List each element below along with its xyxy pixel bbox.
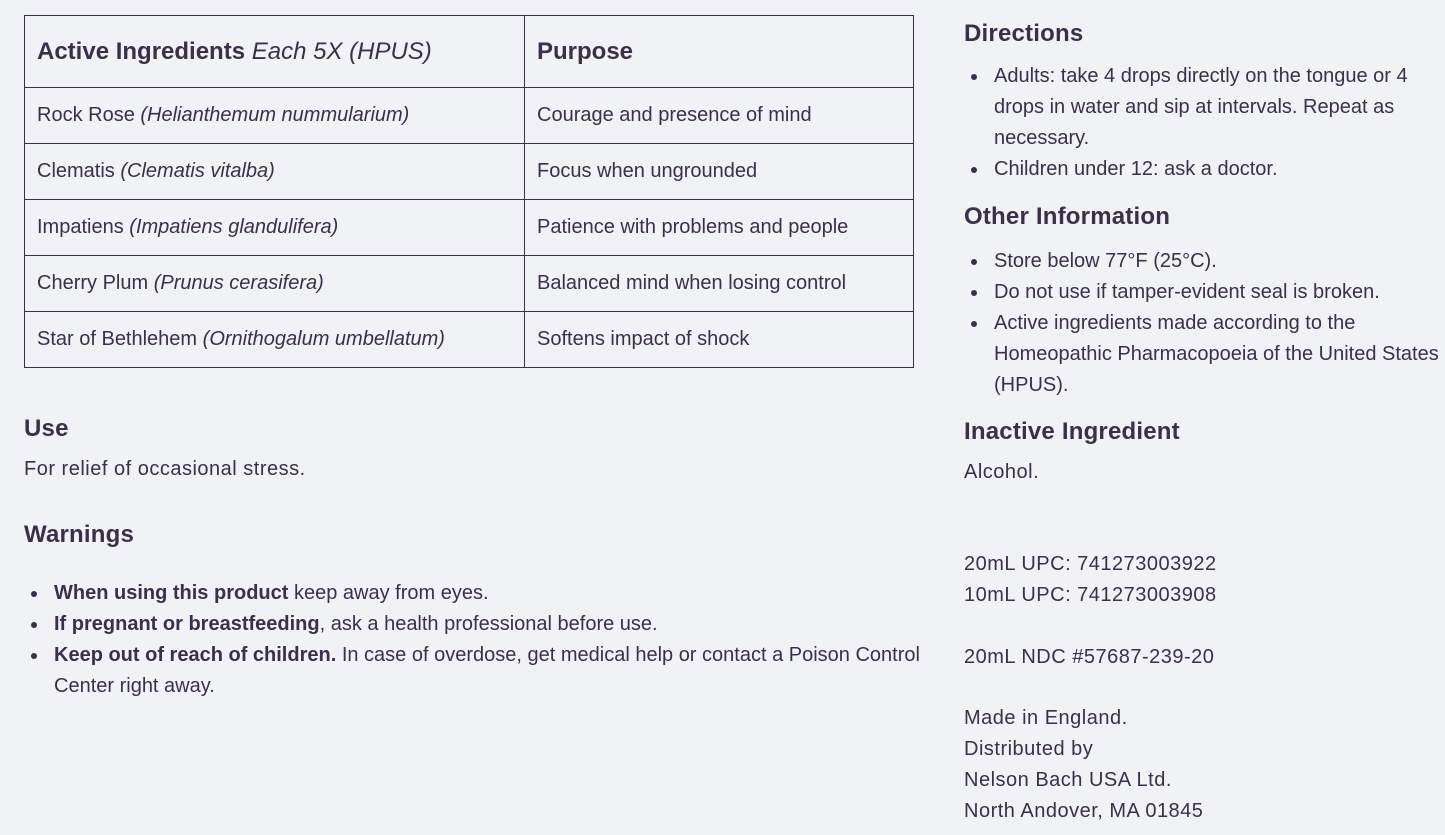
list-item: Active ingredients made according to the Homeopathic Pharmacopoeia of the United States (HPUS). (994, 308, 1444, 401)
company-name: Nelson Bach USA Ltd. (964, 769, 1172, 791)
warnings-heading: Warnings (24, 521, 135, 548)
purpose-cell: Focus when ungrounded (525, 144, 914, 200)
list-item: Do not use if tamper-evident seal is broken. (994, 277, 1444, 308)
list-item: Adults: take 4 drops directly on the tongue or 4 drops in water and sip at intervals. Repeat as necessary. (994, 61, 1444, 154)
upc-20ml: 20mL UPC: 741273003922 (964, 553, 1217, 575)
list-item: Keep out of reach of children. In case of overdose, get medical help or contact a Poison Control Center right away. (54, 640, 934, 702)
ingredient-cell: Star of Bethlehem (Ornithogalum umbellatum) (25, 312, 525, 368)
table-row (25, 200, 914, 256)
purpose-cell: Balanced mind when losing control (525, 256, 914, 312)
warnings-list (24, 578, 934, 702)
purpose-cell: Courage and presence of mind (525, 88, 914, 144)
latin-name: (Prunus cerasifera) (153, 272, 324, 294)
other-information-list (964, 246, 1444, 401)
table-row (25, 144, 914, 200)
potency-note: Each 5X (HPUS) (251, 37, 432, 65)
left-column (24, 15, 920, 697)
list-item: Store below 77°F (25°C). (994, 246, 1444, 277)
inactive-ingredient-heading: Inactive Ingredient (964, 418, 1180, 445)
table-row (25, 256, 914, 312)
made-in: Made in England. (964, 707, 1128, 729)
ndc-20ml: 20mL NDC #57687-239-20 (964, 646, 1215, 668)
active-ingredients-table (24, 15, 914, 368)
directions-heading: Directions (964, 20, 1084, 47)
company-address: North Andover, MA 01845 (964, 800, 1204, 822)
table-row (25, 88, 914, 144)
latin-name: (Impatiens glandulifera) (129, 216, 339, 238)
distributed-by: Distributed by (964, 738, 1094, 760)
upc-10ml: 10mL UPC: 741273003908 (964, 584, 1217, 606)
purpose-cell: Softens impact of shock (525, 312, 914, 368)
list-item: Children under 12: ask a doctor. (994, 154, 1444, 185)
list-item: When using this product keep away from eyes. (54, 578, 934, 609)
use-heading: Use (24, 415, 69, 442)
list-item: If pregnant or breastfeeding, ask a health professional before use. (54, 609, 934, 640)
latin-name: (Ornithogalum umbellatum) (202, 328, 445, 350)
purpose-header: Purpose (525, 16, 914, 88)
ingredient-cell: Rock Rose (Helianthemum nummularium) (25, 88, 525, 144)
purpose-cell: Patience with problems and people (525, 200, 914, 256)
other-information-heading: Other Information (964, 203, 1171, 230)
table-header-row (25, 16, 914, 88)
latin-name: (Helianthemum nummularium) (140, 104, 410, 126)
use-text: For relief of occasional stress. (24, 458, 306, 480)
active-ingredients-header: Active Ingredients Each 5X (HPUS) (25, 16, 525, 88)
inactive-ingredient-text: Alcohol. (964, 461, 1040, 483)
latin-name: (Clematis vitalba) (120, 160, 275, 182)
ingredient-cell: Cherry Plum (Prunus cerasifera) (25, 256, 525, 312)
ingredient-cell: Clematis (Clematis vitalba) (25, 144, 525, 200)
ingredient-cell: Impatiens (Impatiens glandulifera) (25, 200, 525, 256)
table-row (25, 312, 914, 368)
directions-list (964, 61, 1444, 185)
